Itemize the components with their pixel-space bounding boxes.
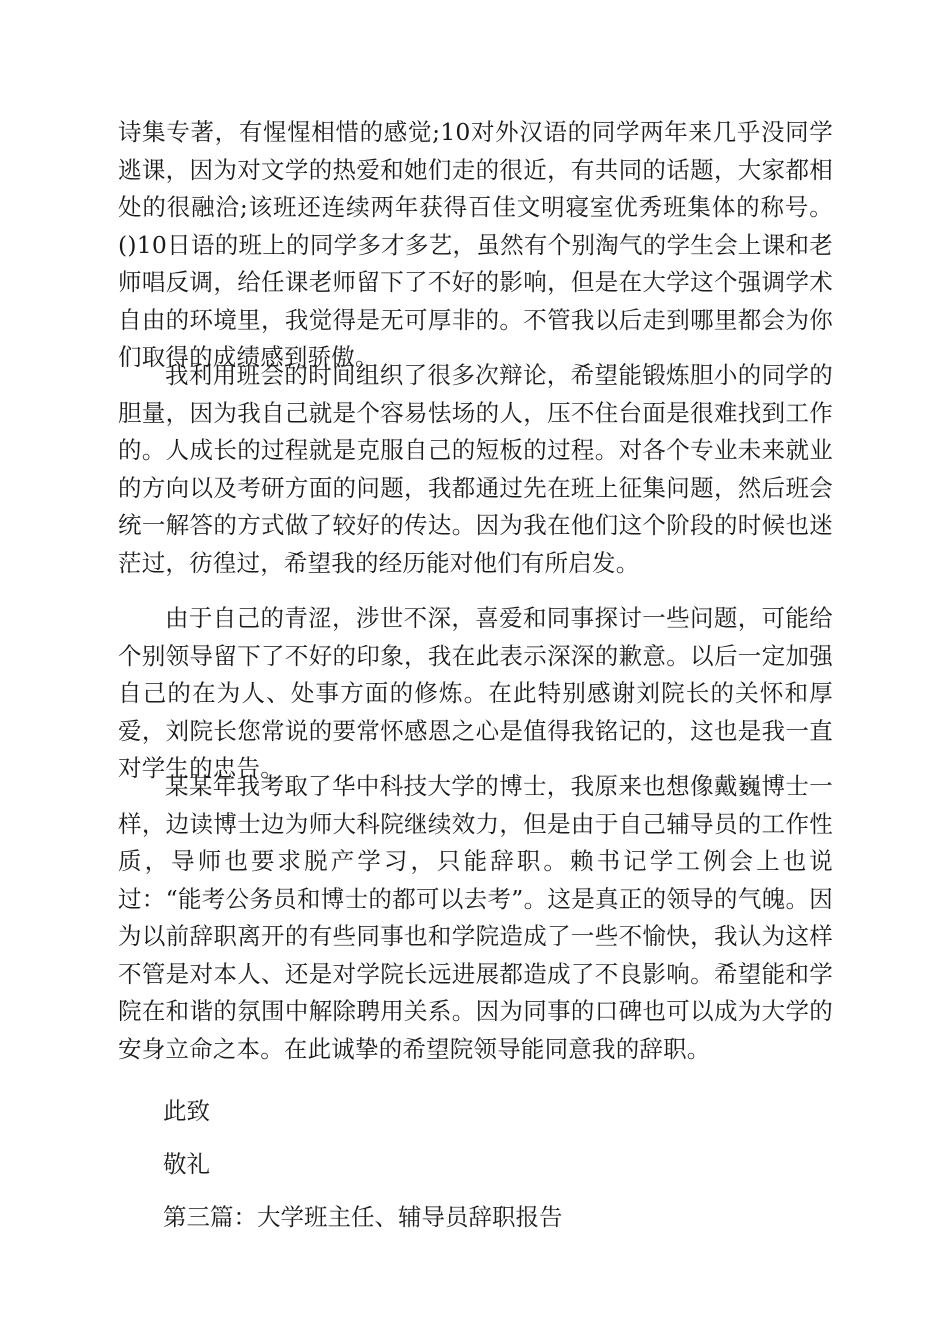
closing-regards: 敬礼	[163, 1150, 210, 1178]
closing-salutation: 此致	[163, 1097, 210, 1125]
body-paragraph-debates: 我利用班会的时间组织了很多次辩论，希望能锻炼胆小的同学的胆量，因为我自己就是个容易怯场的人，压不住台面是很难找到工作的。人成长的过程就是克服自己的短板的过程。对各个专业未来就业的方向以及考研方面的问题，我都通过先在班上征集问题，然后班会统一解答的方式做了较好的传达。因为我在他们这个阶段的时候也迷茫过，彷徨过，希望我的经历能对他们有所启发。	[118, 361, 833, 577]
body-paragraph-continued: 诗集专著，有惺惺相惜的感觉;10对外汉语的同学两年来几乎没同学逃课，因为对文学的热爱和她们走的很近，有共同的话题，大家都相处的很融洽;该班还连续两年获得百佳文明寝室优秀班集体的称号。()10日语的班上的同学多才多艺，虽然有个别淘气的学生会上课和老师唱反调，给任课老师留下了不好的影响，但是在大学这个强调学术自由的环境里，我觉得是无可厚非的。不管我以后走到哪里都会为你们取得的成绩感到骄傲。	[118, 118, 833, 371]
next-section-title: 第三篇：大学班主任、辅导员辞职报告	[163, 1203, 563, 1231]
body-paragraph-apology: 由于自己的青涩，涉世不深，喜爱和同事探讨一些问题，可能给个别领导留下了不好的印象，我在此表示深深的歉意。以后一定加强自己的在为人、处事方面的修炼。在此特别感谢刘院长的关怀和厚爱，刘院长您常说的要常怀感恩之心是值得我铭记的，这也是我一直对学生的忠告。	[118, 604, 833, 782]
body-paragraph-resignation-reason: 某某年我考取了华中科技大学的博士，我原来也想像戴巍博士一样，边读博士边为师大科院继续效力，但是由于自己辅导员的工作性质，导师也要求脱产学习，只能辞职。赖书记学工例会上也说过：“能考公务员和博士的都可以去考”。这是真正的领导的气魄。因为以前辞职离开的有些同事也和学院造成了一些不愉快，我认为这样不管是对本人、还是对学院长远进展都造成了不良影响。希望能和学院在和谐的氛围中解除聘用关系。因为同事的口碑也可以成为大学的安身立命之本。在此诚挚的希望院领导能同意我的辞职。	[118, 772, 833, 1063]
